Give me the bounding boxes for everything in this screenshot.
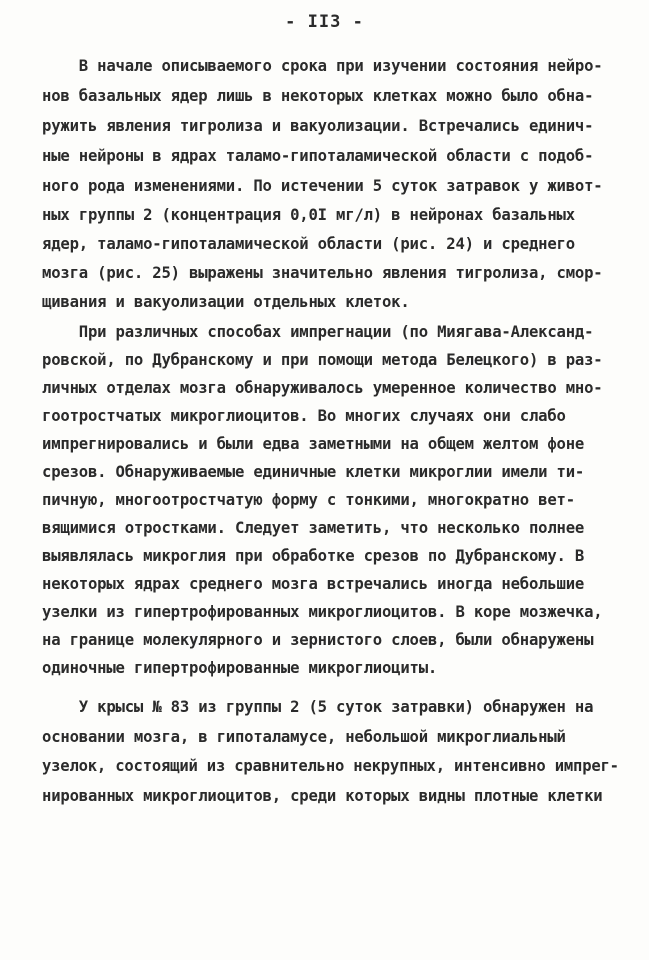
text-line: мозга (рис. 25) выражены значительно явления тигролиза, смор-: [42, 264, 603, 282]
text-line: импрегнировались и были едва заметными на общем желтом фоне: [42, 435, 585, 453]
page-number: - II3 -: [285, 12, 364, 32]
text-line: гоотростчатых микроглиоцитов. Во многих случаях они слабо: [42, 407, 566, 425]
text-line: вящимися отростками. Следует заметить, что несколько полнее: [42, 519, 585, 537]
text-line: одиночные гипертрофированные микроглиоциты.: [42, 659, 438, 677]
text-line: ружить явления тигролиза и вакуолизации. Встречались единич-: [42, 117, 594, 135]
text-line: узелки из гипертрофированных микроглиоцитов. В коре мозжечка,: [42, 603, 603, 621]
text-line: основании мозга, в гипоталамусе, небольшой микроглиальный: [42, 728, 566, 746]
text-line: на границе молекулярного и зернистого слоев, были обнаружены: [42, 631, 594, 649]
text-line: щивания и вакуолизации отдельных клеток.: [42, 293, 410, 311]
text-line: В начале описываемого срока при изучении состояния нейро-: [42, 57, 603, 75]
text-line: У крысы № 83 из группы 2 (5 суток затравки) обнаружен на: [42, 698, 594, 716]
text-line: личных отделах мозга обнаруживалось умеренное количество мно-: [42, 379, 603, 397]
text-line: ядер, таламо-гипоталамической области (рис. 24) и среднего: [42, 235, 575, 253]
text-line: пичную, многоотростчатую форму с тонкими, многократно вет-: [42, 491, 575, 509]
text-line: ного рода изменениями. По истечении 5 суток затравок у живот-: [42, 177, 603, 195]
text-line: ровской, по Дубранскому и при помощи метода Белецкого) в раз-: [42, 351, 603, 369]
text-line: некоторых ядрах среднего мозга встречались иногда небольшие: [42, 575, 585, 593]
text-line: ные нейроны в ядрах таламо-гипоталамической области с подоб-: [42, 147, 594, 165]
text-line: При различных способах импрегнации (по Миягава-Александ-: [42, 323, 594, 341]
text-line: срезов. Обнаруживаемые единичные клетки микроглии имели ти-: [42, 463, 585, 481]
text-line: узелок, состоящий из сравнительно некрупных, интенсивно импрег-: [42, 757, 619, 775]
text-line: ных группы 2 (концентрация 0,0I мг/л) в нейронах базальных: [42, 206, 575, 224]
text-line: выявлялась микроглия при обработке срезов по Дубранскому. В: [42, 547, 585, 565]
text-line: нов базальных ядер лишь в некоторых клетках можно было обна-: [42, 87, 594, 105]
text-line: нированных микроглиоцитов, среди которых видны плотные клетки: [42, 787, 603, 805]
